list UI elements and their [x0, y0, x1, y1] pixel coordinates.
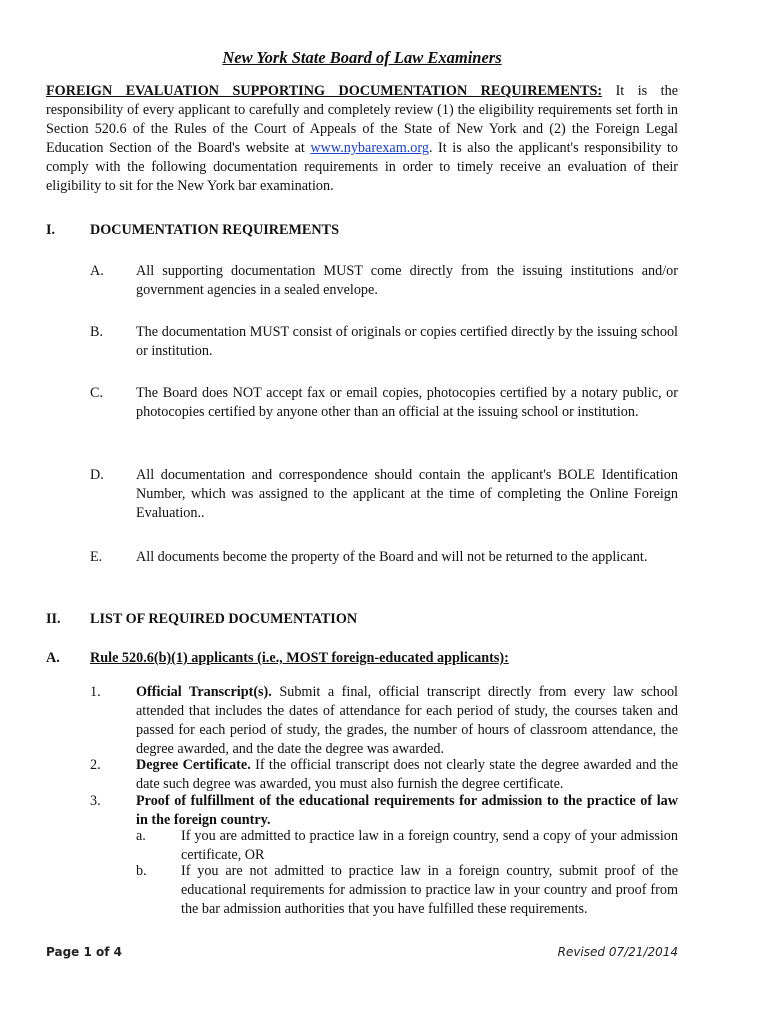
item-label: D.: [90, 467, 104, 483]
subsection-number: A.: [46, 650, 60, 666]
website-link[interactable]: www.nybarexam.org: [310, 140, 429, 156]
intro-lead: FOREIGN EVALUATION SUPPORTING DOCUMENTATION REQUIREMENTS:: [46, 83, 603, 99]
intro-text-after-link: . It is also the applicant's responsibility to comply with the following documentation requirements in order to timely receive an evaluation of their eligibility to sit for the New York bar examination.: [46, 140, 678, 194]
subitem-text: If you are not admitted to practice law in a foreign country, submit proof of the educational requirements for admission to practice law in your country and proof from the bar admission authorities that you have fulfilled these requirements.: [181, 863, 678, 917]
item-number: 3.: [90, 793, 101, 809]
item-text-rest: Submit a final, official transcript directly from every law school attended that includes the dates of attendance for each period of study, the courses taken and passed for each period of study, the grades, the number of hours of classroom attendance, the degree awarded, and the date the degree was awarded.: [136, 684, 678, 757]
item-text: All documentation and correspondence should contain the applicant's BOLE Identification Number, which was assigned to the applicant at the time of completing the Online Foreign Evaluation..: [136, 467, 678, 521]
item-bold-lead: Official Transcript(s).: [136, 684, 272, 700]
section-number: II.: [46, 611, 61, 627]
item-bold-lead: Degree Certificate.: [136, 757, 251, 773]
document-page: [46, 0, 678, 1024]
item-label: E.: [90, 549, 103, 565]
page-title: New York State Board of Law Examiners: [222, 48, 502, 67]
item-label: C.: [90, 385, 104, 401]
section-title: LIST OF REQUIRED DOCUMENTATION: [90, 611, 358, 627]
item-number: 1.: [90, 684, 101, 700]
item-label: A.: [90, 263, 104, 279]
item-text: All documents become the property of the Board and will not be returned to the applicant.: [136, 549, 648, 565]
item-number: 2.: [90, 757, 101, 773]
subitem-text: If you are admitted to practice law in a foreign country, send a copy of your admission certificate, OR: [181, 828, 678, 863]
item-text: The Board does NOT accept fax or email copies, photocopies certified by a notary public, or photocopies certified by anyone other than an official at the issuing school or institution.: [136, 385, 678, 420]
documentation-subitem: [136, 862, 678, 919]
item-text: [136, 756, 678, 794]
item-text-rest: If the official transcript does not clearly state the degree awarded and the date such degree was awarded, you must also furnish the degree certificate.: [136, 757, 678, 792]
item-text: [136, 792, 678, 830]
subitem-label: b.: [136, 863, 147, 879]
documentation-item: [90, 792, 678, 830]
requirement-item: [90, 262, 678, 300]
documentation-item: [90, 683, 678, 759]
item-text: The documentation MUST consist of originals or copies certified directly by the issuing school or institution.: [136, 324, 678, 359]
documentation-subitem: [136, 827, 678, 865]
subitem-label: a.: [136, 828, 146, 844]
requirement-item: [90, 384, 678, 422]
intro-paragraph: [46, 82, 678, 196]
requirement-item: [90, 466, 678, 523]
documentation-item: [90, 756, 678, 794]
section-title: DOCUMENTATION REQUIREMENTS: [90, 222, 339, 238]
item-bold-lead: Proof of fulfillment of the educational requirements for admission to the practice of law in the foreign country.: [136, 793, 678, 828]
subsection-title: Rule 520.6(b)(1) applicants (i.e., MOST foreign-educated applicants):: [90, 650, 509, 666]
item-text: All supporting documentation MUST come directly from the issuing institutions and/or government agencies in a sealed envelope.: [136, 263, 678, 298]
intro-text-before-link: It is the responsibility of every applicant to carefully and completely review (1) the eligibility requirements set forth in Section 520.6 of the Rules of the Court of Appeals of the State of New York and (2) the Foreign Legal Education Section of the Board's website at: [46, 83, 679, 156]
requirement-item: [90, 323, 678, 361]
revision-date: Revised 07/21/2014: [557, 945, 678, 959]
page-number: Page 1 of 4: [46, 945, 122, 959]
item-label: B.: [90, 324, 104, 340]
requirement-item: [90, 548, 678, 567]
item-text: [136, 683, 678, 759]
section-number: I.: [46, 222, 56, 238]
